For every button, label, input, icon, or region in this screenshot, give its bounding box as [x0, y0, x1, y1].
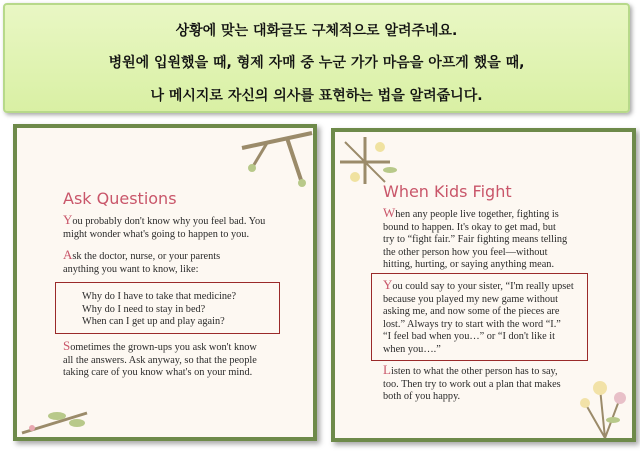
paragraph-fight-fair: [383, 207, 567, 272]
text-line: bound to happen. It's okay to get mad, but: [383, 221, 556, 233]
paragraph-sometimes: [63, 340, 257, 380]
drop-cap: Y: [63, 212, 73, 227]
text-line: lost.” Always try to start with the word “I.”: [383, 318, 561, 330]
page-title-ask-questions: Ask Questions: [63, 189, 177, 208]
text-line: “I feel bad when you…” or “I don't like it: [383, 331, 555, 343]
question-item: Why do I need to stay in bed?: [82, 303, 206, 315]
text-line: ou could say to your sister, “I'm really upset: [392, 281, 574, 292]
text-line: hen any people live together, fighting is: [395, 209, 559, 220]
paragraph-intro: [63, 214, 265, 241]
banner-line-3: 나 메시지로 자신의 의사를 표현하는 법을 알려줍니다.: [150, 88, 483, 104]
text-line: might wonder what's going to happen to you.: [63, 228, 250, 240]
drop-cap: Y: [383, 277, 393, 292]
right-book-page: [331, 128, 636, 442]
paragraph-listen: [383, 364, 561, 404]
text-line: all the answers. Ask anyway, so that the people: [63, 354, 257, 366]
question-item: When can I get up and play again?: [82, 316, 225, 328]
caption-banner: [3, 3, 630, 113]
text-line: ou probably don't know why you feel bad. You: [72, 216, 266, 227]
text-line: too. Then try to work out a plan that makes: [383, 378, 561, 390]
banner-line-1: 상황에 맞는 대화글도 구체적으로 알려주네요.: [175, 23, 458, 39]
branch-decoration-icon: [232, 128, 317, 188]
text-line: because you played my new game without: [383, 293, 558, 305]
flower-branch-icon: [17, 398, 107, 438]
text-line: hitting, hurting, or saying anything mean.: [383, 259, 555, 271]
text-line: the other person how you feel—without: [383, 246, 548, 258]
text-line: sk the doctor, nurse, or your parents: [72, 251, 221, 262]
question-list: [82, 291, 236, 329]
drop-cap: A: [63, 247, 73, 262]
paragraph-i-message: [383, 279, 574, 357]
banner-line-2: 병원에 입원했을 때, 형제 자매 중 누군 가가 마음을 아프게 했을 때,: [108, 55, 525, 71]
text-line: when you….”: [383, 343, 441, 355]
drop-cap: W: [383, 205, 396, 220]
paragraph-ask: [63, 249, 220, 276]
text-line: both of you happy.: [383, 391, 461, 403]
text-line: anything you want to know, like:: [63, 263, 199, 275]
text-line: taking care of you know what's on your mind.: [63, 367, 253, 379]
text-line: ometimes the grown-ups you ask won't know: [70, 342, 257, 353]
lattice-flower-icon: [335, 132, 405, 187]
drop-cap: L: [383, 362, 391, 377]
text-line: asking me, and now some of the pieces are: [383, 306, 560, 318]
question-item: Why do I have to take that medicine?: [82, 291, 237, 302]
text-line: isten to what the other person has to say,: [390, 366, 558, 377]
flower-bouquet-icon: [575, 368, 635, 440]
text-line: try to “fight fair.” Fair fighting means telling: [383, 234, 568, 246]
drop-cap: S: [63, 338, 71, 353]
page-title-when-kids-fight: When Kids Fight: [383, 182, 512, 201]
left-book-page: [13, 124, 317, 441]
